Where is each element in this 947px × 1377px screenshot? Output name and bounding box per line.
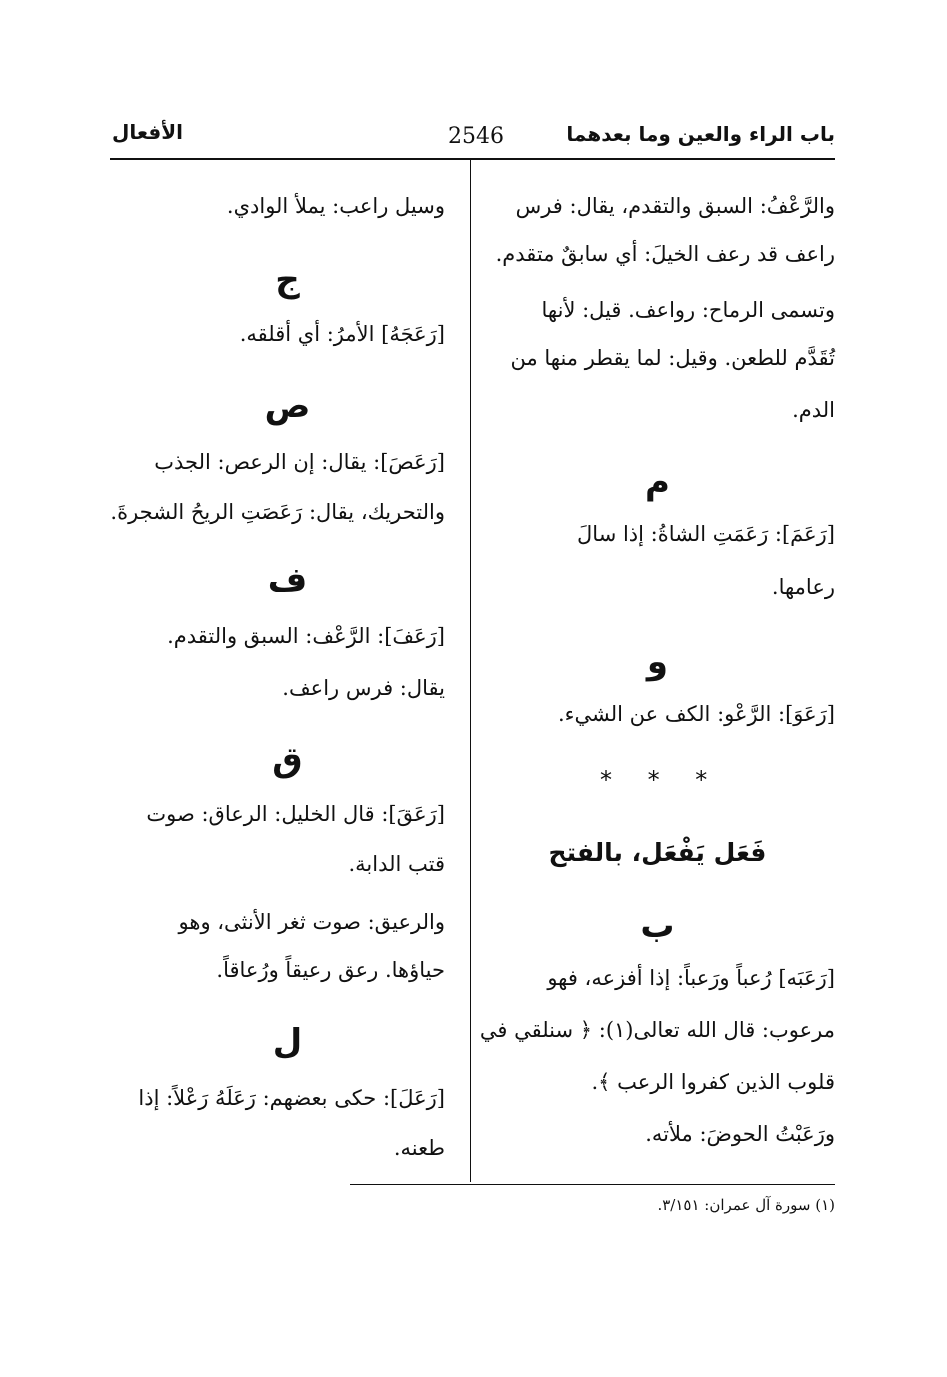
text-line: الدم. (792, 398, 835, 422)
text-line: حياؤها. رعق رعيقاً ورُعاقاً. (216, 958, 445, 982)
text-line: مرعوب: قال الله تعالى(١): ﴿ سنلقي في (479, 1018, 835, 1042)
column-divider (470, 160, 471, 1182)
footnote-rule (350, 1184, 835, 1185)
text-line: [رَعَوَ]: الرَّعْو: الكف عن الشيء. (557, 702, 835, 726)
text-line: والرعيق: صوت ثغر الأنثى، وهو (178, 910, 445, 934)
footnote: (١) سورة آل عمران: ٣/١٥١. (657, 1196, 835, 1214)
text-line: قلوب الذين كفروا الرعب ﴾. (591, 1070, 835, 1094)
text-line: طعنه. (393, 1136, 445, 1160)
text-line: راعف قد رعف الخيلَ: أي سابقٌ متقدم. (495, 242, 835, 266)
header-rule (110, 158, 835, 160)
running-title-left: الأفعال (112, 120, 183, 144)
text-line: [رَعَبَه] رُعباً ورَعباً: إذا أفزعه، فهو (547, 966, 835, 990)
section-letter-fa: ف (267, 560, 308, 600)
section-subheading: فَعَل يَفْعَل، بالفتح (548, 838, 767, 867)
text-line: والتحريك، يقال: رَعَصَتِ الريحُ الشجرةَ. (110, 500, 445, 524)
text-line: وتسمى الرماح: رواعف. قيل: لأنها (541, 298, 835, 322)
text-line: [رَعَصَ]: يقال: إن الرعص: الجذب (154, 450, 445, 474)
section-letter-waw: و (646, 642, 669, 682)
text-line: [رَعَلَ]: حكى بعضهم: رَعَلَهُ رَعْلاً: إذا (138, 1086, 445, 1110)
section-letter-ba: ب (640, 906, 675, 946)
text-line: وسيل راعب: يملأ الوادي. (226, 194, 445, 218)
running-title-right: باب الراء والعين وما بعدهما (566, 122, 835, 146)
text-line: قتب الدابة. (348, 852, 445, 876)
section-letter-sad: ص (264, 386, 311, 426)
text-line: والرَّعْفُ: السبق والتقدم، يقال: فرس (515, 194, 835, 218)
text-line: [رَعَقَ]: قال الخليل: الرعاق: صوت (146, 802, 445, 826)
section-letter-lam: ل (272, 1022, 303, 1062)
section-letter-jeem: ج (275, 260, 300, 300)
page-number: 2546 (448, 124, 504, 149)
text-line: يقال: فرس راعف. (282, 676, 445, 700)
text-line: ورَعَبْتُ الحوضَ: ملأته. (645, 1122, 835, 1146)
text-line: [رَعَفَ]: الرَّعْف: السبق والتقدم. (167, 624, 445, 648)
section-letter-meem: م (645, 462, 670, 502)
section-letter-qaf: ق (272, 740, 303, 780)
text-line: [رَعَجَهُ] الأمرُ: أي أقلقه. (239, 322, 445, 346)
text-line: تُقَدَّم للطعن. وقيل: لما يقطر منها من (510, 346, 835, 370)
section-separator-stars: * * * (600, 766, 722, 794)
text-line: [رَعَمَ]: رَعَمَتِ الشاةُ: إذا سالَ (577, 522, 835, 546)
text-line: رعامها. (771, 575, 835, 599)
